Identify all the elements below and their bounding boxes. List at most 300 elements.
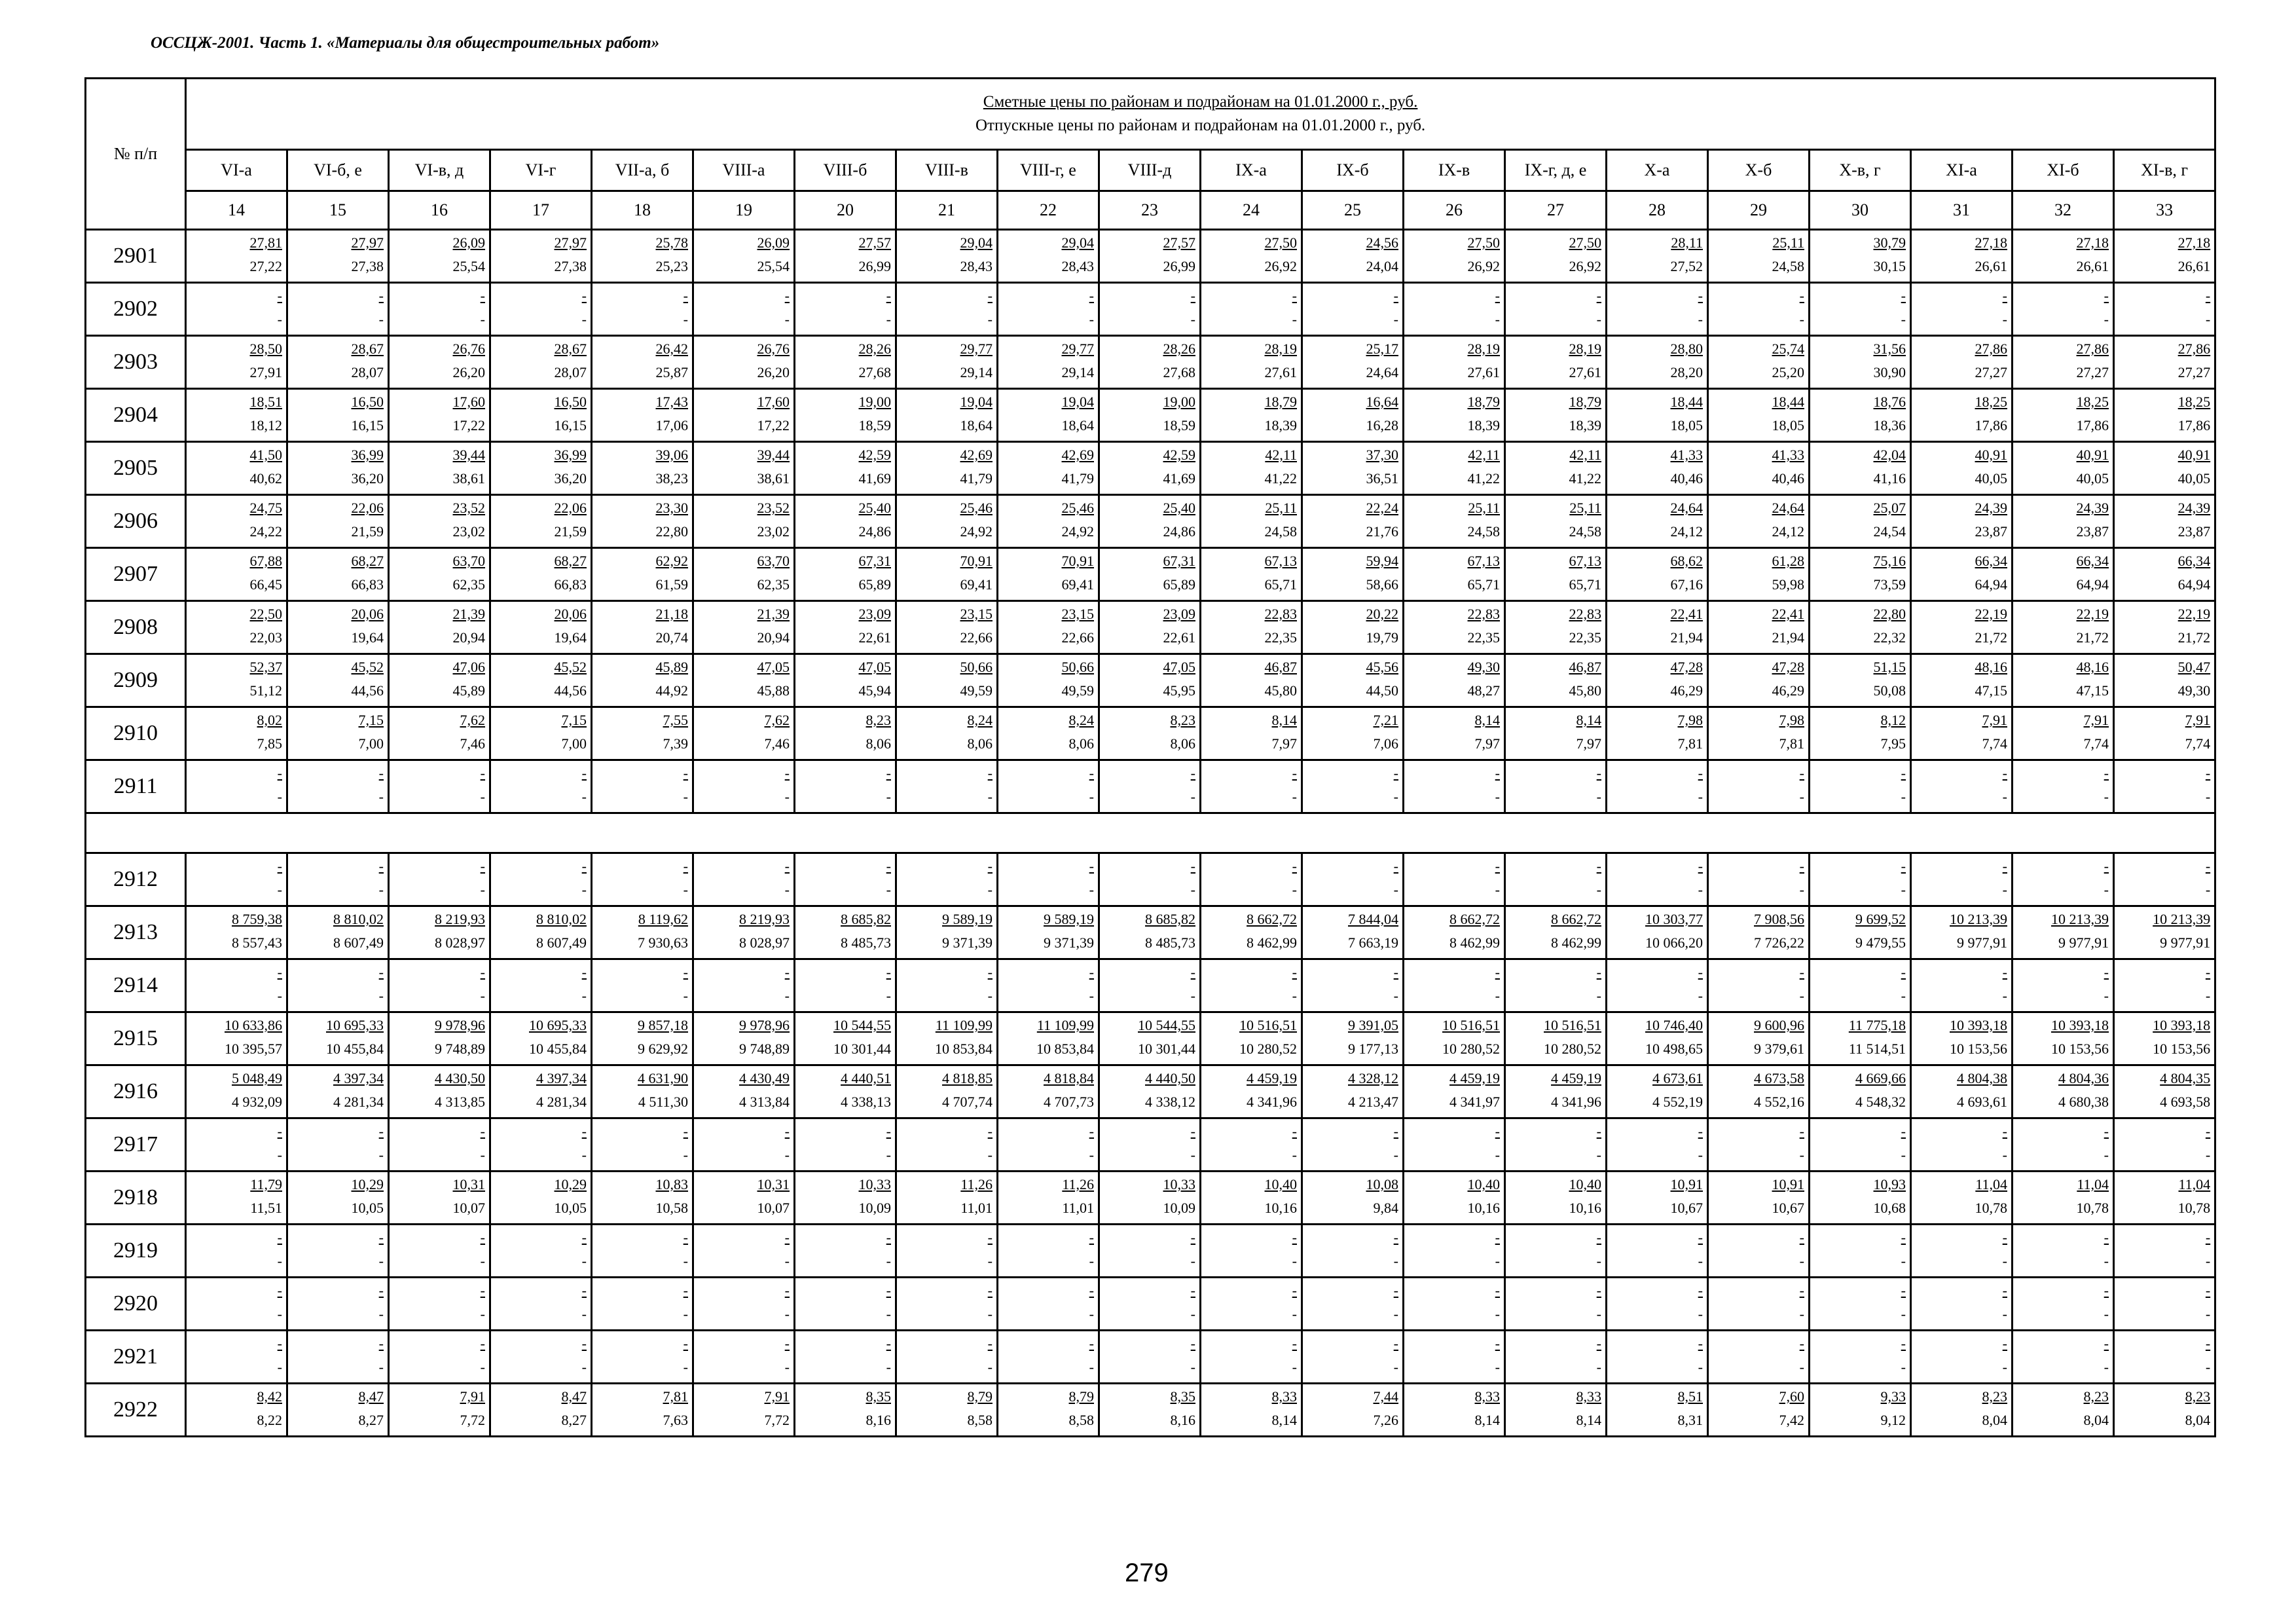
estimated-price: 8,47 (561, 1388, 587, 1405)
release-price: - (1089, 881, 1094, 898)
price-cell (1810, 1065, 1911, 1118)
estimated-price: - (1596, 287, 1601, 304)
estimated-price: 47,05 (858, 659, 891, 675)
price-cell (1607, 654, 1708, 707)
price-cell (1302, 1384, 1404, 1437)
estimated-price: 8,23 (2083, 1388, 2109, 1405)
estimated-price: - (581, 1229, 587, 1246)
price-cell (693, 1278, 795, 1331)
release-price: 11,01 (960, 1200, 993, 1216)
column-number: 25 (1302, 191, 1404, 230)
release-price: - (2104, 987, 2109, 1004)
estimated-price: 42,69 (1061, 447, 1094, 463)
price-cell (998, 1384, 1099, 1437)
price-cell (287, 1225, 389, 1278)
price-cell (389, 853, 490, 906)
release-price: - (1089, 1253, 1094, 1269)
release-price: 23,87 (2178, 523, 2211, 540)
estimated-price: 8,33 (1576, 1388, 1601, 1405)
estimated-price: - (987, 765, 993, 781)
estimated-price: - (1901, 1229, 1906, 1246)
price-cell (998, 654, 1099, 707)
estimated-price: - (2002, 1229, 2007, 1246)
estimated-price: 5 048,49 (232, 1070, 282, 1086)
column-header: IX-а (1201, 150, 1302, 191)
table-row (86, 654, 2215, 707)
estimated-price: - (1089, 1335, 1094, 1352)
estimated-price: 42,59 (1163, 447, 1195, 463)
release-price: 10,78 (2178, 1200, 2211, 1216)
release-price: 10 455,84 (529, 1041, 587, 1057)
release-price: 46,29 (1670, 682, 1703, 699)
release-price: - (987, 1253, 993, 1269)
release-price: - (1292, 1359, 1297, 1375)
estimated-price: 22,83 (1264, 606, 1297, 622)
price-cell (1505, 853, 1607, 906)
release-price: - (886, 881, 891, 898)
price-cell (490, 283, 592, 336)
release-price: - (378, 987, 384, 1004)
release-price: 24,64 (1366, 364, 1398, 380)
release-price: - (1799, 788, 1804, 805)
release-price: 18,59 (858, 417, 891, 434)
row-number: 2904 (86, 389, 186, 442)
release-price: 8,04 (2185, 1412, 2211, 1428)
estimated-price: 70,91 (960, 553, 993, 569)
estimated-price: - (2002, 1335, 2007, 1352)
release-price: - (2104, 788, 2109, 805)
column-number: 33 (2114, 191, 2215, 230)
estimated-price: 8,51 (1677, 1388, 1703, 1405)
release-price: 65,89 (858, 576, 891, 593)
release-price: 10 153,56 (1950, 1041, 2007, 1057)
price-cell (896, 389, 998, 442)
release-price: - (2002, 311, 2007, 327)
price-cell (998, 336, 1099, 389)
price-cell (1404, 1012, 1505, 1065)
estimated-price: 11,04 (1975, 1176, 2007, 1192)
price-cell (795, 959, 896, 1012)
price-cell (592, 336, 693, 389)
estimated-price: 23,30 (655, 500, 688, 516)
price-cell (1201, 1225, 1302, 1278)
release-price: 21,94 (1670, 629, 1703, 646)
price-cell (186, 707, 287, 760)
price-cell (389, 389, 490, 442)
release-price: - (1089, 788, 1094, 805)
release-price: - (2205, 881, 2211, 898)
price-cell (1911, 442, 2013, 495)
estimated-price: - (1292, 1123, 1297, 1139)
estimated-price: 42,11 (1569, 447, 1601, 463)
table-row (86, 336, 2215, 389)
price-cell (998, 389, 1099, 442)
estimated-price: 26,09 (757, 234, 790, 251)
estimated-price: 24,39 (2076, 500, 2109, 516)
price-cell (1505, 1065, 1607, 1118)
price-cell (287, 959, 389, 1012)
release-price: 66,45 (249, 576, 282, 593)
release-price: - (1698, 881, 1703, 898)
price-cell (998, 853, 1099, 906)
estimated-price: 11 775,18 (1848, 1017, 1906, 1033)
estimated-price: - (1596, 1335, 1601, 1352)
price-cell (1810, 959, 1911, 1012)
price-cell (1607, 760, 1708, 813)
release-price: - (2104, 1359, 2109, 1375)
release-price: - (581, 1147, 587, 1163)
price-cell (1708, 853, 1810, 906)
price-cell (693, 389, 795, 442)
release-price: 62,35 (452, 576, 485, 593)
row-number: 2916 (86, 1065, 186, 1118)
estimated-price: 25,11 (1265, 500, 1297, 516)
release-price: 11,01 (1062, 1200, 1094, 1216)
estimated-price: - (1292, 1229, 1297, 1246)
estimated-price: - (1698, 1282, 1703, 1299)
price-cell (1810, 389, 1911, 442)
price-cell (896, 548, 998, 601)
estimated-price: - (1495, 1229, 1500, 1246)
release-price: 24,22 (249, 523, 282, 540)
release-price: - (683, 1306, 688, 1322)
price-cell (389, 654, 490, 707)
price-cell (693, 853, 795, 906)
release-price: 25,54 (452, 258, 485, 274)
estimated-price: - (1799, 287, 1804, 304)
estimated-price: 11,26 (960, 1176, 993, 1192)
price-cell (1810, 230, 1911, 283)
price-cell (592, 1278, 693, 1331)
price-cell (2013, 336, 2114, 389)
estimated-price: 22,41 (1772, 606, 1804, 622)
release-price: 4 511,30 (638, 1094, 688, 1110)
release-price: 41,69 (858, 470, 891, 487)
estimated-price: - (1596, 1123, 1601, 1139)
price-cell (998, 1278, 1099, 1331)
release-price: - (1190, 1306, 1195, 1322)
release-price: - (581, 1306, 587, 1322)
estimated-price: 16,50 (554, 394, 587, 410)
release-price: - (2104, 1147, 2109, 1163)
price-cell (592, 495, 693, 548)
price-cell (287, 283, 389, 336)
estimated-price: 27,86 (2178, 341, 2211, 357)
release-price: - (1292, 1306, 1297, 1322)
price-cell (1099, 1118, 1201, 1172)
release-price: - (987, 1147, 993, 1163)
estimated-price: 18,79 (1467, 394, 1500, 410)
table-row (86, 707, 2215, 760)
estimated-price: - (2104, 964, 2109, 980)
release-price: 8,04 (2083, 1412, 2109, 1428)
release-price: - (1901, 1147, 1906, 1163)
release-price: 29,14 (1061, 364, 1094, 380)
estimated-price: - (378, 1282, 384, 1299)
estimated-price: 23,09 (1163, 606, 1195, 622)
price-cell (896, 283, 998, 336)
release-price: 44,50 (1366, 682, 1398, 699)
estimated-price: - (886, 765, 891, 781)
release-price: - (1698, 987, 1703, 1004)
release-price: - (2205, 1359, 2211, 1375)
price-cell (795, 906, 896, 959)
price-cell (795, 1331, 896, 1384)
estimated-price: 10,40 (1467, 1176, 1500, 1192)
estimated-price: - (1799, 1229, 1804, 1246)
release-price: - (1190, 311, 1195, 327)
estimated-price: - (1393, 765, 1398, 781)
estimated-price: - (277, 287, 282, 304)
release-price: - (581, 1359, 587, 1375)
estimated-price: 4 459,19 (1551, 1070, 1601, 1086)
column-number: 20 (795, 191, 896, 230)
price-cell (998, 1118, 1099, 1172)
release-price: - (1799, 311, 1804, 327)
release-price: - (1698, 788, 1703, 805)
release-price: 26,99 (858, 258, 891, 274)
release-price: - (277, 1306, 282, 1322)
price-cell (1404, 442, 1505, 495)
price-cell (1810, 1278, 1911, 1331)
release-price: - (2002, 1253, 2007, 1269)
price-cell (1607, 1065, 1708, 1118)
estimated-price: 25,11 (1468, 500, 1500, 516)
estimated-price: 4 328,12 (1348, 1070, 1398, 1086)
release-price: 8,27 (358, 1412, 384, 1428)
price-cell (389, 1225, 490, 1278)
estimated-price: - (1495, 1123, 1500, 1139)
price-cell (1708, 283, 1810, 336)
release-price: 28,20 (1670, 364, 1703, 380)
release-price: 20,74 (655, 629, 688, 646)
estimated-price: - (1190, 1123, 1195, 1139)
release-price: - (480, 311, 485, 327)
release-price: - (2002, 788, 2007, 805)
estimated-price: - (1393, 1335, 1398, 1352)
release-price: - (480, 788, 485, 805)
estimated-price: - (1698, 964, 1703, 980)
release-price: - (1495, 1306, 1500, 1322)
estimated-price: 8,23 (1982, 1388, 2007, 1405)
price-cell (2114, 1331, 2215, 1384)
estimated-price: 9 857,18 (638, 1017, 688, 1033)
release-price: - (784, 987, 790, 1004)
estimated-price: 10,93 (1873, 1176, 1906, 1192)
estimated-price: 21,18 (655, 606, 688, 622)
price-cell (1505, 1012, 1607, 1065)
estimated-price: - (1495, 1335, 1500, 1352)
release-price: 7,72 (460, 1412, 485, 1428)
price-cell (1810, 495, 1911, 548)
release-price: - (1596, 881, 1601, 898)
release-price: 30,15 (1873, 258, 1906, 274)
release-price: 9 977,91 (1957, 934, 2007, 951)
estimated-price: 8 219,93 (739, 911, 790, 927)
estimated-price: - (480, 858, 485, 874)
release-price: 4 313,85 (435, 1094, 485, 1110)
price-cell (1099, 283, 1201, 336)
release-price: - (784, 1306, 790, 1322)
price-cell (795, 283, 896, 336)
estimated-price: - (1292, 858, 1297, 874)
price-cell (1302, 1065, 1404, 1118)
table-row (86, 1172, 2215, 1225)
release-price: - (886, 1147, 891, 1163)
release-price: - (2205, 1253, 2211, 1269)
release-price: 64,94 (1975, 576, 2007, 593)
price-cell (896, 1384, 998, 1437)
price-cell (1404, 906, 1505, 959)
release-price: - (581, 311, 587, 327)
release-price: 10 280,52 (1442, 1041, 1500, 1057)
estimated-price: - (987, 1282, 993, 1299)
release-price: - (987, 788, 993, 805)
release-price: - (480, 1359, 485, 1375)
release-price: 47,15 (2076, 682, 2109, 699)
price-cell (896, 1172, 998, 1225)
release-price: - (987, 881, 993, 898)
estimated-price: 10 393,18 (1950, 1017, 2007, 1033)
price-cell (1404, 283, 1505, 336)
estimated-price: 23,15 (960, 606, 993, 622)
estimated-price: - (1190, 964, 1195, 980)
price-cell (389, 707, 490, 760)
release-price: 41,79 (1061, 470, 1094, 487)
release-price: 8,06 (1170, 735, 1195, 752)
price-cell (1911, 1278, 2013, 1331)
release-price-caption: Отпускные цены по районам и подрайонам на 01.01.2000 г., руб. (975, 117, 1426, 134)
price-cell (1505, 389, 1607, 442)
estimated-price: 26,42 (655, 341, 688, 357)
estimated-price: 48,16 (1975, 659, 2007, 675)
price-cell (1810, 336, 1911, 389)
price-cell (693, 1331, 795, 1384)
release-price: 10,58 (655, 1200, 688, 1216)
price-cell (287, 760, 389, 813)
price-cell (1607, 283, 1708, 336)
release-price: - (1089, 1306, 1094, 1322)
release-price: - (378, 1253, 384, 1269)
release-price: 24,86 (1163, 523, 1195, 540)
estimated-price: - (1190, 765, 1195, 781)
estimated-price: - (683, 964, 688, 980)
release-price: - (378, 1359, 384, 1375)
release-price: 10,05 (554, 1200, 587, 1216)
release-price: 41,69 (1163, 470, 1195, 487)
price-cell (1302, 1278, 1404, 1331)
price-cell (1099, 1172, 1201, 1225)
release-price: 10 301,44 (1138, 1041, 1195, 1057)
price-cell (2013, 853, 2114, 906)
release-price: 38,23 (655, 470, 688, 487)
release-price: 27,27 (1975, 364, 2007, 380)
release-price: - (1089, 1359, 1094, 1375)
release-price: - (2104, 1306, 2109, 1322)
price-cell (1201, 601, 1302, 654)
price-cell (795, 760, 896, 813)
price-cell (693, 1225, 795, 1278)
column-number: 30 (1810, 191, 1911, 230)
release-price: 21,94 (1772, 629, 1804, 646)
estimated-price: 66,34 (2076, 553, 2109, 569)
estimated-price: - (1901, 1282, 1906, 1299)
estimated-price: 4 673,58 (1754, 1070, 1804, 1086)
release-price: 40,05 (1975, 470, 2007, 487)
release-price: 28,07 (351, 364, 384, 380)
estimated-price: - (1393, 858, 1398, 874)
estimated-price: 10 303,77 (1645, 911, 1703, 927)
release-price: 36,20 (554, 470, 587, 487)
price-cell (693, 654, 795, 707)
estimated-price: - (784, 287, 790, 304)
price-cell (1201, 1012, 1302, 1065)
price-cell (1607, 1331, 1708, 1384)
price-cell (1810, 442, 1911, 495)
estimated-price: 8 219,93 (435, 911, 485, 927)
estimated-price: - (1495, 765, 1500, 781)
price-cell (1607, 906, 1708, 959)
release-price: - (987, 987, 993, 1004)
release-price: 7,97 (1576, 735, 1601, 752)
price-cell (1911, 959, 2013, 1012)
column-header: VIII-г, е (998, 150, 1099, 191)
release-price: - (1292, 788, 1297, 805)
column-number: 21 (896, 191, 998, 230)
release-price: 10,07 (757, 1200, 790, 1216)
release-price: 10,16 (1569, 1200, 1601, 1216)
price-cell (2013, 1331, 2114, 1384)
estimated-price: - (886, 1229, 891, 1246)
estimated-price: 61,28 (1772, 553, 1804, 569)
estimated-price: 22,83 (1467, 606, 1500, 622)
price-cell (592, 1384, 693, 1437)
estimated-price: 50,47 (2178, 659, 2211, 675)
release-price: 45,88 (757, 682, 790, 699)
release-price: 9 479,55 (1855, 934, 1906, 951)
release-price: 27,91 (249, 364, 282, 380)
release-price: 25,20 (1772, 364, 1804, 380)
estimated-price: - (1089, 1123, 1094, 1139)
estimated-price: 4 397,34 (333, 1070, 384, 1086)
release-price: 22,80 (655, 523, 688, 540)
estimated-price: 67,88 (249, 553, 282, 569)
release-price: - (1190, 1359, 1195, 1375)
release-price: 19,64 (554, 629, 587, 646)
release-price: 26,92 (1569, 258, 1601, 274)
estimated-price: - (581, 964, 587, 980)
price-cell (490, 1118, 592, 1172)
estimated-price: 10,31 (757, 1176, 790, 1192)
release-price: 10,07 (452, 1200, 485, 1216)
estimated-price: - (1698, 765, 1703, 781)
estimated-price: - (784, 1123, 790, 1139)
estimated-price: 4 804,38 (1957, 1070, 2007, 1086)
page-number: 279 (1125, 1559, 1169, 1587)
estimated-price: 8,12 (1880, 712, 1906, 728)
row-number: 2915 (86, 1012, 186, 1065)
estimated-price: 19,00 (858, 394, 891, 410)
estimated-price: 8,14 (1474, 712, 1500, 728)
release-price: 8,58 (967, 1412, 993, 1428)
release-price: 38,61 (757, 470, 790, 487)
price-cell (998, 906, 1099, 959)
price-cell (186, 442, 287, 495)
price-cell (1911, 1172, 2013, 1225)
estimated-price: 47,28 (1670, 659, 1703, 675)
estimated-price: 4 804,35 (2160, 1070, 2211, 1086)
price-cell (1404, 1118, 1505, 1172)
